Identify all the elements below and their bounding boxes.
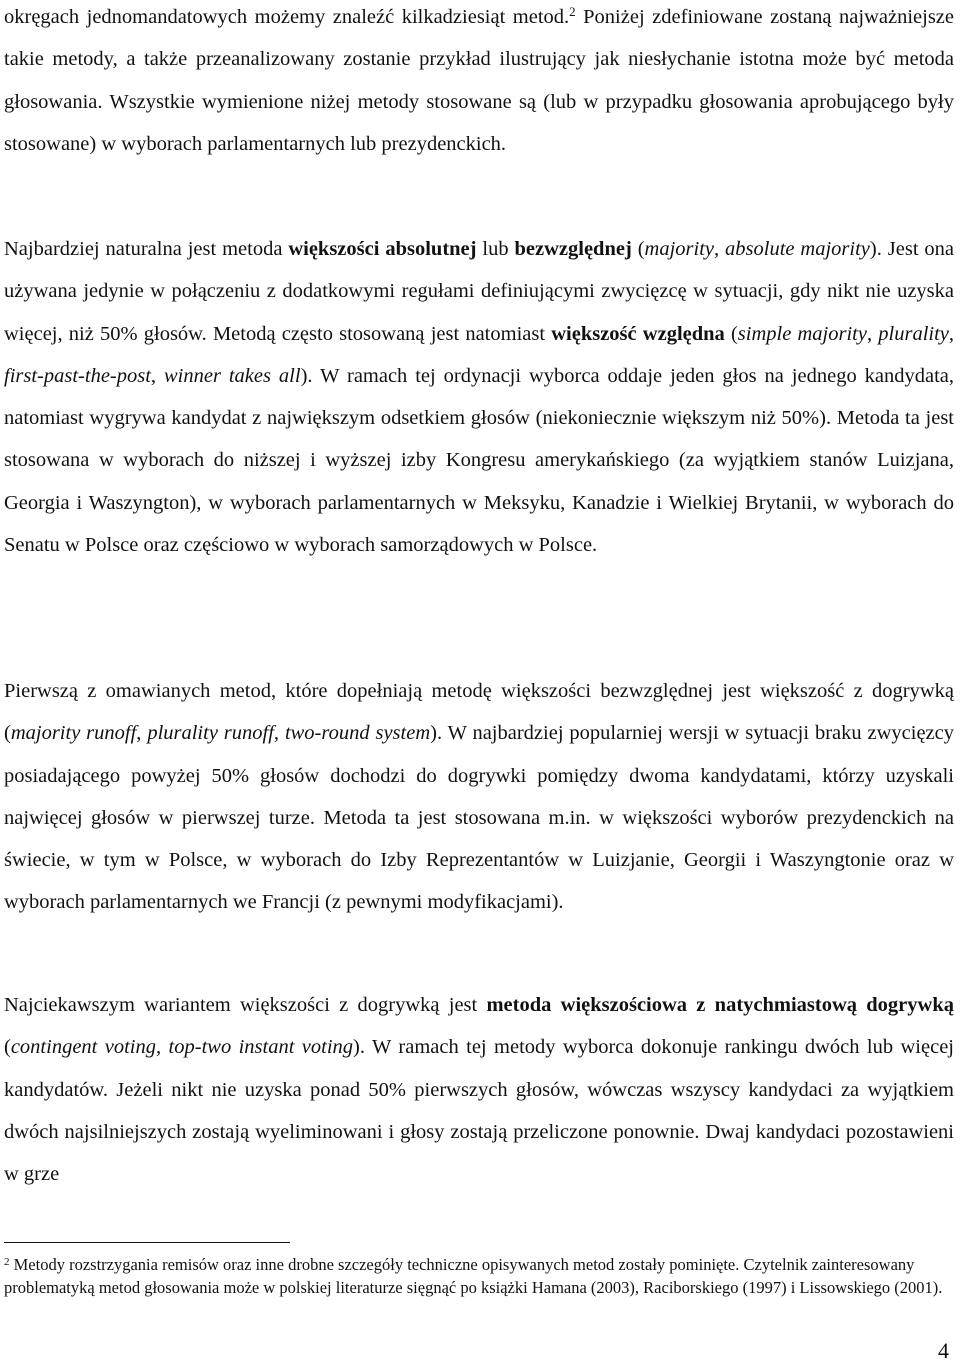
text-run: Poniżej zdefiniowane zostaną najważniejsze takie metody, a także przeanalizowany zostanie przykład ilustrujący jak niesłychanie istotna może być metoda głosowania. Wszystkie wymienione niżej metody stosowane są (lub w przypadku głosowania aprobującego były stosowane) w wyborach parlamentarnych lub prezydenckich. bbox=[4, 6, 954, 155]
term-english: absolute majority bbox=[725, 238, 870, 260]
text-run: ). W ramach tej ordynacji wyborca oddaje jeden głos na jednego kandydata, natomiast wygrywa kandydat z największym odsetkiem głosów (niekoniecznie większym niż 50%). Metoda ta jest stosowana w wyborach do niższej i wyższej izby Kongresu amerykańskiego (za wyjątkiem stanów Luizjana, Georgia i Waszyngton), w wyborach parlamentarnych w Meksyku, Kanadzie i Wielkiej Brytanii, w wyborach do Senatu w Polsce oraz częściowo w wyborach samorządowych w Polsce. bbox=[4, 364, 954, 557]
text-run: , bbox=[866, 322, 879, 345]
term-english: simple majority bbox=[737, 322, 867, 345]
text-run: Pierwszą z omawianych metod, które dopełniają metodę większości bezwzględnej jest większość z dogrywką ( bbox=[4, 680, 954, 745]
term-english: top-two instant voting bbox=[168, 1036, 354, 1059]
text-run: okręgach jednomandatowych możemy znaleźć kilkadziesiąt metod. bbox=[4, 6, 570, 28]
text-run: Najbardziej naturalna jest metoda bbox=[4, 238, 289, 260]
term-english: winner takes all bbox=[163, 364, 301, 387]
paragraph-contingent-voting bbox=[4, 984, 954, 1195]
term-english: plurality bbox=[878, 322, 949, 345]
text-run: ( bbox=[4, 1036, 11, 1059]
text-run: , bbox=[136, 722, 148, 745]
footnote-marker: 2 bbox=[4, 1256, 10, 1268]
text-run: , bbox=[150, 364, 164, 387]
text-run: , bbox=[156, 1036, 169, 1059]
term-bezwzgledna: bezwzględnej bbox=[514, 238, 632, 260]
text-run: , bbox=[714, 238, 726, 260]
text-run: Najciekawszym wariantem większości z dogrywką jest bbox=[4, 994, 487, 1016]
term-english: majority bbox=[644, 238, 714, 260]
text-run: , bbox=[948, 322, 954, 345]
footnote-separator bbox=[4, 1242, 290, 1243]
text-run: , bbox=[273, 722, 285, 745]
text-run: ( bbox=[631, 238, 645, 260]
text-run: lub bbox=[476, 238, 515, 260]
page-number: 4 bbox=[938, 1338, 949, 1363]
term-relative-majority: większość względna bbox=[551, 322, 725, 345]
footnote bbox=[4, 1254, 954, 1299]
footnote-text: Metody rozstrzygania remisów oraz inne drobne szczegóły techniczne opisywanych metod zostały pominięte. Czytelnik zainteresowany problematyką metod głosowania może w polskiej literaturze sięgnąć po książki Hamana (2003), Raciborskiego (1997) i Lissowskiego (2001). bbox=[4, 1255, 943, 1297]
term-english: first-past-the-post bbox=[4, 364, 151, 387]
paragraph-majority-methods bbox=[4, 228, 954, 566]
text-run: ). Jest ona używana jedynie w połączeniu z dodatkowymi regułami definiującymi zwycięzcę w sytuacji, gdy nikt nie uzyska więcej, niż 50% głosów. Metodą często stosowaną jest natomiast bbox=[4, 238, 955, 345]
paragraph-intro bbox=[4, 0, 954, 165]
paragraph-runoff bbox=[4, 670, 954, 924]
text-run: ). W najbardziej popularniej wersji w sytuacji braku zwycięzcy posiadającego powyżej 50% głosów dochodzi do dogrywki pomiędzy dwoma kandydatami, którzy uzyskali najwięcej głosów w pierwszej turze. Metoda ta jest stosowana m.in. w większości wyborów prezydenckich na świecie, w tym w Polsce, w wyborach do Izby Reprezentantów w Luizjanie, Georgii i Waszyngtonie oraz w wyborach parlamentarnych we Francji (z pewnymi modyfikacjami). bbox=[4, 722, 954, 914]
term-english: plurality runoff bbox=[147, 722, 274, 745]
term-english: majority runoff bbox=[10, 722, 137, 745]
text-run: ). W ramach tej metody wyborca dokonuje rankingu dwóch lub więcej kandydatów. Jeżeli nikt nie uzyska ponad 50% pierwszych głosów, wówczas wszyscy kandydaci za wyjątkiem dwóch najsilniejszych zostają wyeliminowani i głosy zostają przeliczone ponownie. Dwaj kandydaci pozostawieni w grze bbox=[4, 1036, 954, 1186]
footnote-reference[interactable]: 2 bbox=[569, 4, 576, 19]
term-contingent-method: metoda większościowa z natychmiastową dogrywką bbox=[486, 994, 954, 1016]
term-english: contingent voting bbox=[10, 1036, 157, 1059]
term-absolute-majority: większości absolutnej bbox=[288, 238, 477, 260]
text-run: ( bbox=[724, 322, 738, 345]
term-english: two-round system bbox=[284, 722, 431, 745]
